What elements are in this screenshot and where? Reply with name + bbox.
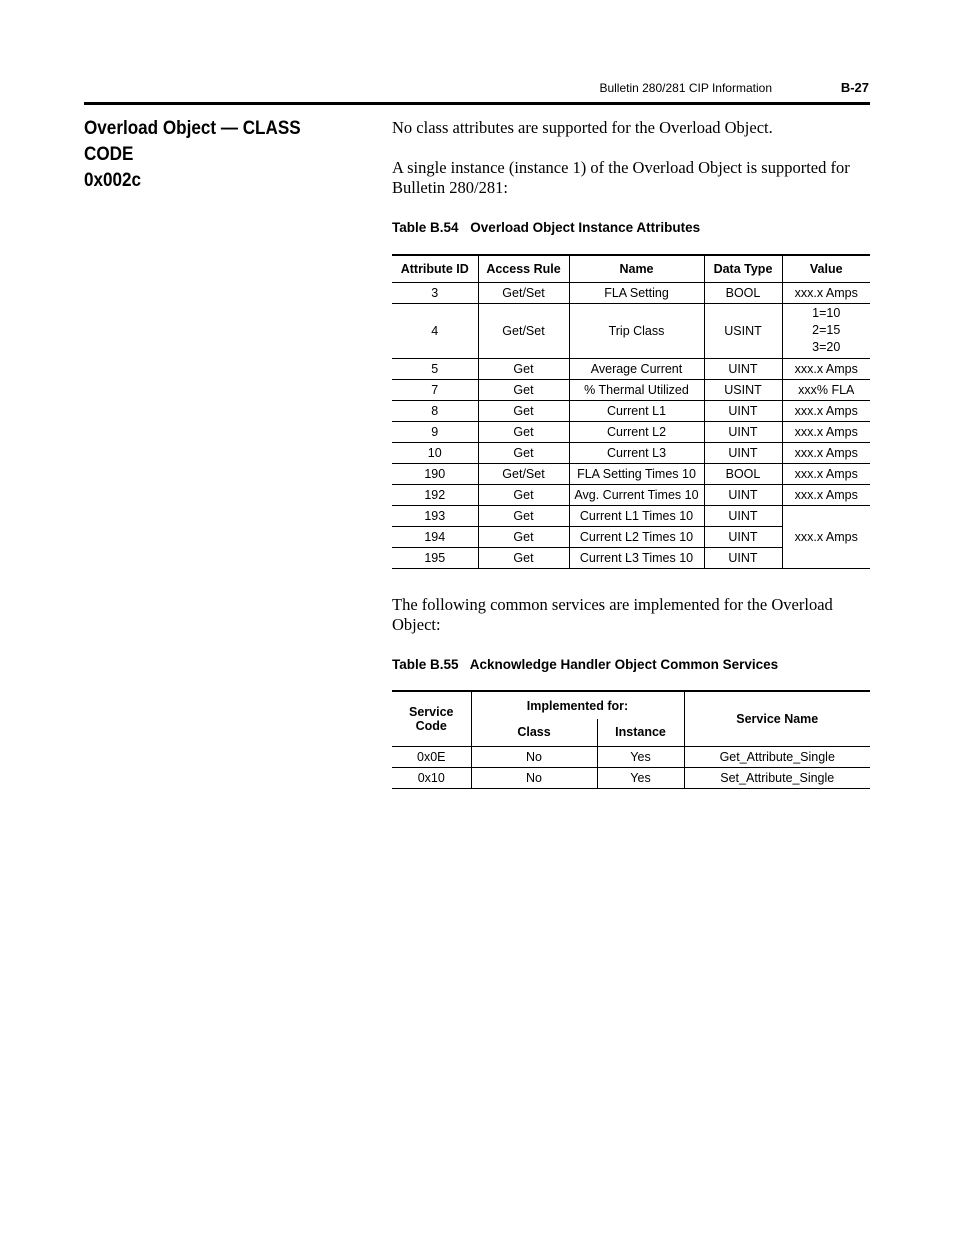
table-row xyxy=(392,746,870,767)
running-title: Bulletin 280/281 CIP Information xyxy=(599,81,772,95)
attribute-id-cell: 3 xyxy=(392,282,478,303)
access-rule-cell: Get/Set xyxy=(478,303,569,358)
service-name-cell: Get_Attribute_Single xyxy=(684,746,870,767)
table-row xyxy=(392,767,870,788)
attribute-id-cell: 194 xyxy=(392,526,478,547)
table-row xyxy=(392,379,870,400)
data-type-cell: UINT xyxy=(704,484,782,505)
trip-class-value: 3=20 xyxy=(812,340,841,354)
table-row xyxy=(392,505,870,526)
value-cell: xxx% FLA xyxy=(782,379,870,400)
attribute-id-cell: 7 xyxy=(392,379,478,400)
data-type-cell: UINT xyxy=(704,442,782,463)
access-rule-cell: Get xyxy=(478,442,569,463)
header-class: Class xyxy=(471,719,597,746)
name-cell: Current L1 xyxy=(569,400,704,421)
access-rule-cell: Get xyxy=(478,547,569,568)
data-type-cell: BOOL xyxy=(704,463,782,484)
header-service-code: Service Code xyxy=(392,691,471,746)
table-row xyxy=(392,282,870,303)
header-service-name: Service Name xyxy=(684,691,870,746)
paragraph-common-services: The following common services are implemented for the Overload Object: xyxy=(392,595,833,634)
name-cell: FLA Setting Times 10 xyxy=(569,463,704,484)
page-number: B-27 xyxy=(840,80,869,95)
table-row xyxy=(392,303,870,358)
data-type-cell: UINT xyxy=(704,421,782,442)
attribute-id-cell: 193 xyxy=(392,505,478,526)
value-cell: xxx.x Amps xyxy=(782,358,870,379)
value-cell: xxx.x Amps xyxy=(782,400,870,421)
class-cell: No xyxy=(471,767,597,788)
access-rule-cell: Get/Set xyxy=(478,282,569,303)
value-cell xyxy=(782,303,870,358)
name-cell: Trip Class xyxy=(569,303,704,358)
header-implemented-for: Implemented for: xyxy=(471,691,684,719)
table-b54-caption xyxy=(392,220,700,235)
attribute-id-cell: 195 xyxy=(392,547,478,568)
paragraph-no-class-attributes: No class attributes are supported for the Overload Object. xyxy=(392,118,773,137)
name-cell: Average Current xyxy=(569,358,704,379)
trip-class-value: 2=15 xyxy=(812,323,841,337)
name-cell: % Thermal Utilized xyxy=(569,379,704,400)
table-row xyxy=(392,484,870,505)
data-type-cell: BOOL xyxy=(704,282,782,303)
section-heading xyxy=(84,116,345,194)
table-row xyxy=(392,358,870,379)
attribute-id-cell: 10 xyxy=(392,442,478,463)
name-cell: Current L2 Times 10 xyxy=(569,526,704,547)
merged-value-cell: xxx.x Amps xyxy=(782,505,870,568)
table-b54-title: Overload Object Instance Attributes xyxy=(470,220,701,235)
name-cell: FLA Setting xyxy=(569,282,704,303)
table-b55-title: Acknowledge Handler Object Common Services xyxy=(469,657,779,672)
table-row xyxy=(392,421,870,442)
access-rule-cell: Get xyxy=(478,505,569,526)
table-b55-caption xyxy=(392,657,778,672)
data-type-cell: USINT xyxy=(704,379,782,400)
section-heading-line1: Overload Object — CLASS CODE xyxy=(84,118,301,165)
access-rule-cell: Get xyxy=(478,526,569,547)
name-cell: Current L3 xyxy=(569,442,704,463)
value-cell: xxx.x Amps xyxy=(782,484,870,505)
name-cell: Avg. Current Times 10 xyxy=(569,484,704,505)
access-rule-cell: Get xyxy=(478,400,569,421)
data-type-cell: UINT xyxy=(704,526,782,547)
header-name: Name xyxy=(569,255,704,282)
value-cell: xxx.x Amps xyxy=(782,421,870,442)
table-row xyxy=(392,442,870,463)
attribute-id-cell: 4 xyxy=(392,303,478,358)
table-row xyxy=(392,463,870,484)
service-name-cell: Set_Attribute_Single xyxy=(684,767,870,788)
name-cell: Current L3 Times 10 xyxy=(569,547,704,568)
section-heading-line2: 0x002c xyxy=(84,170,142,191)
access-rule-cell: Get xyxy=(478,484,569,505)
name-cell: Current L2 xyxy=(569,421,704,442)
access-rule-cell: Get/Set xyxy=(478,463,569,484)
access-rule-cell: Get xyxy=(478,379,569,400)
access-rule-cell: Get xyxy=(478,358,569,379)
instance-cell: Yes xyxy=(597,746,684,767)
data-type-cell: UINT xyxy=(704,505,782,526)
instance-attributes-table xyxy=(392,254,870,569)
paragraph-single-instance: A single instance (instance 1) of the Overload Object is supported for Bulletin 280/281: xyxy=(392,158,850,197)
data-type-cell: UINT xyxy=(704,400,782,421)
header-rule xyxy=(84,102,870,105)
attribute-id-cell: 5 xyxy=(392,358,478,379)
header-instance: Instance xyxy=(597,719,684,746)
data-type-cell: UINT xyxy=(704,358,782,379)
name-cell: Current L1 Times 10 xyxy=(569,505,704,526)
instance-cell: Yes xyxy=(597,767,684,788)
value-cell: xxx.x Amps xyxy=(782,442,870,463)
value-cell: xxx.x Amps xyxy=(782,463,870,484)
table-b55-number: Table B.55 xyxy=(392,657,459,672)
header-access-rule: Access Rule xyxy=(478,255,569,282)
data-type-cell: USINT xyxy=(704,303,782,358)
attribute-id-cell: 190 xyxy=(392,463,478,484)
service-code-cell: 0x10 xyxy=(392,767,471,788)
trip-class-value: 1=10 xyxy=(812,306,841,320)
header-data-type: Data Type xyxy=(704,255,782,282)
table-b54-number: Table B.54 xyxy=(392,220,459,235)
header-value: Value xyxy=(782,255,870,282)
attribute-id-cell: 9 xyxy=(392,421,478,442)
table-row xyxy=(392,400,870,421)
access-rule-cell: Get xyxy=(478,421,569,442)
attribute-id-cell: 8 xyxy=(392,400,478,421)
service-code-cell: 0x0E xyxy=(392,746,471,767)
value-cell: xxx.x Amps xyxy=(782,282,870,303)
class-cell: No xyxy=(471,746,597,767)
common-services-table xyxy=(392,690,870,789)
data-type-cell: UINT xyxy=(704,547,782,568)
attribute-id-cell: 192 xyxy=(392,484,478,505)
header-attribute-id: Attribute ID xyxy=(392,255,478,282)
